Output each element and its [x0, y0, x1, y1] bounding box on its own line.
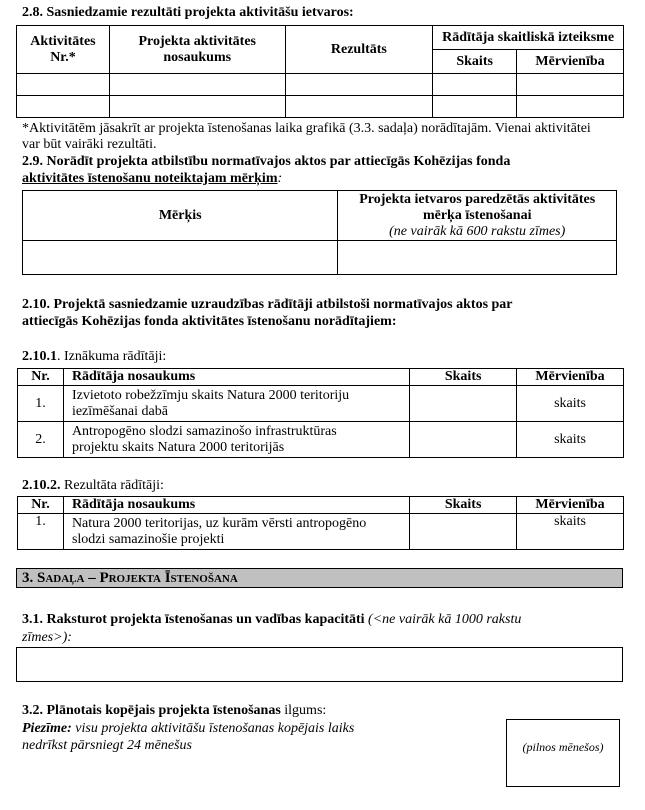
- cell-input[interactable]: [285, 96, 433, 118]
- table-row: [17, 96, 624, 118]
- months-label: (pilnos mēnešos): [522, 740, 604, 754]
- col-count: Skaits: [410, 497, 517, 514]
- cell-input[interactable]: [517, 96, 624, 118]
- section-3-title: Sadaļa – Projekta Īstenošana: [37, 570, 238, 586]
- col-unit: Mērvienība: [517, 50, 624, 74]
- results-table: [16, 25, 624, 118]
- col-count: Skaits: [410, 369, 517, 386]
- count-input[interactable]: [410, 386, 517, 422]
- subsection-2-10-1: 2.10.1. Iznākuma rādītāji:: [22, 349, 167, 364]
- cell-input[interactable]: [517, 74, 624, 96]
- count-input[interactable]: [410, 422, 517, 458]
- table-row: 1. Natura 2000 teritorijas, uz kurām vērsti antropogēno slodzi samazinošie projekti skaits: [18, 514, 624, 550]
- cell-input[interactable]: [109, 96, 285, 118]
- goal-table: [22, 190, 617, 275]
- table-row: 1. Izvietoto robežzīmju skaits Natura 2000 teritoriju iezīmēšanai dabā skaits: [18, 386, 624, 422]
- cell-input[interactable]: [109, 74, 285, 96]
- section-3-1-heading: 3.1. Raksturot projekta īstenošanas un vadības kapacitāti (<ne vairāk kā 1000 rakstu zīmes>):: [22, 612, 522, 645]
- cell-input[interactable]: [285, 74, 433, 96]
- col-nr: Nr.: [18, 497, 64, 514]
- duration-note: Piezīme: visu projekta aktivitāšu īstenošanas kopējais laiks nedrīkst pārsniegt 24 mēnešus: [22, 721, 355, 753]
- result-indicators-table: [17, 496, 624, 550]
- cell-input[interactable]: [17, 74, 110, 96]
- table-row: [23, 241, 617, 275]
- count-input[interactable]: [410, 514, 517, 550]
- col-unit: Mērvienība: [517, 369, 624, 386]
- section-2-9-heading: 2.9. Norādīt projekta atbilstību normatīvajos aktos par attiecīgās Kohēzijas fonda aktivitātes īstenošanu noteiktajam mērķim:: [22, 154, 511, 186]
- col-activity-name: Projekta aktivitātes nosaukums: [109, 26, 285, 74]
- col-activity-nr: Aktivitātes Nr.*: [17, 26, 110, 74]
- col-indicator-name: Rādītāja nosaukums: [63, 497, 409, 514]
- section-2-10-heading: 2.10. Projektā sasniedzamie uzraudzības rādītāji atbilstoši normatīvajos aktos par attiecīgās Kohēzijas fonda aktivitātes īstenošanu norādītajiem:: [22, 297, 513, 329]
- col-unit: Mērvienība: [517, 497, 624, 514]
- col-result: Rezultāts: [285, 26, 433, 74]
- section-2-8-heading: 2.8. Sasniedzamie rezultāti projekta aktivitāšu ietvaros:: [22, 5, 354, 20]
- col-count: Skaits: [433, 50, 517, 74]
- subsection-2-10-2: 2.10.2. Rezultāta rādītāji:: [22, 478, 164, 493]
- col-goal: Mērķis: [23, 191, 338, 241]
- col-nr: Nr.: [18, 369, 64, 386]
- col-indicator-name: Rādītāja nosaukums: [63, 369, 409, 386]
- duration-months-input[interactable]: [506, 719, 620, 787]
- footnote: *Aktivitātēm jāsakrīt ar projekta īstenošanas laika grafikā (3.3. sadaļa) norādītajām. Vienai aktivitātei var būt vairāki rezultāti.: [22, 121, 591, 152]
- cell-input[interactable]: [433, 74, 517, 96]
- planned-activities-input[interactable]: [338, 241, 617, 275]
- output-indicators-table: [17, 368, 624, 458]
- col-indicator: Rādītāja skaitliskā izteiksme: [433, 26, 624, 50]
- col-planned-activities: Projekta ietvaros paredzētās aktivitātes mērķa īstenošanai (ne vairāk kā 600 rakstu zīmes): [338, 191, 617, 241]
- table-row: [17, 74, 624, 96]
- cell-input[interactable]: [433, 96, 517, 118]
- cell-input[interactable]: [17, 96, 110, 118]
- table-row: 2. Antropogēno slodzi samazinošo infrastruktūras projektu skaits Natura 2000 teritorijās skaits: [18, 422, 624, 458]
- section-3-2-heading: 3.2. Plānotais kopējais projekta īstenošanas ilgums:: [22, 703, 327, 718]
- goal-input[interactable]: [23, 241, 338, 275]
- capacity-input[interactable]: [16, 647, 623, 682]
- section-3-title-bar: 3. Sadaļa – Projekta Īstenošana: [16, 568, 623, 588]
